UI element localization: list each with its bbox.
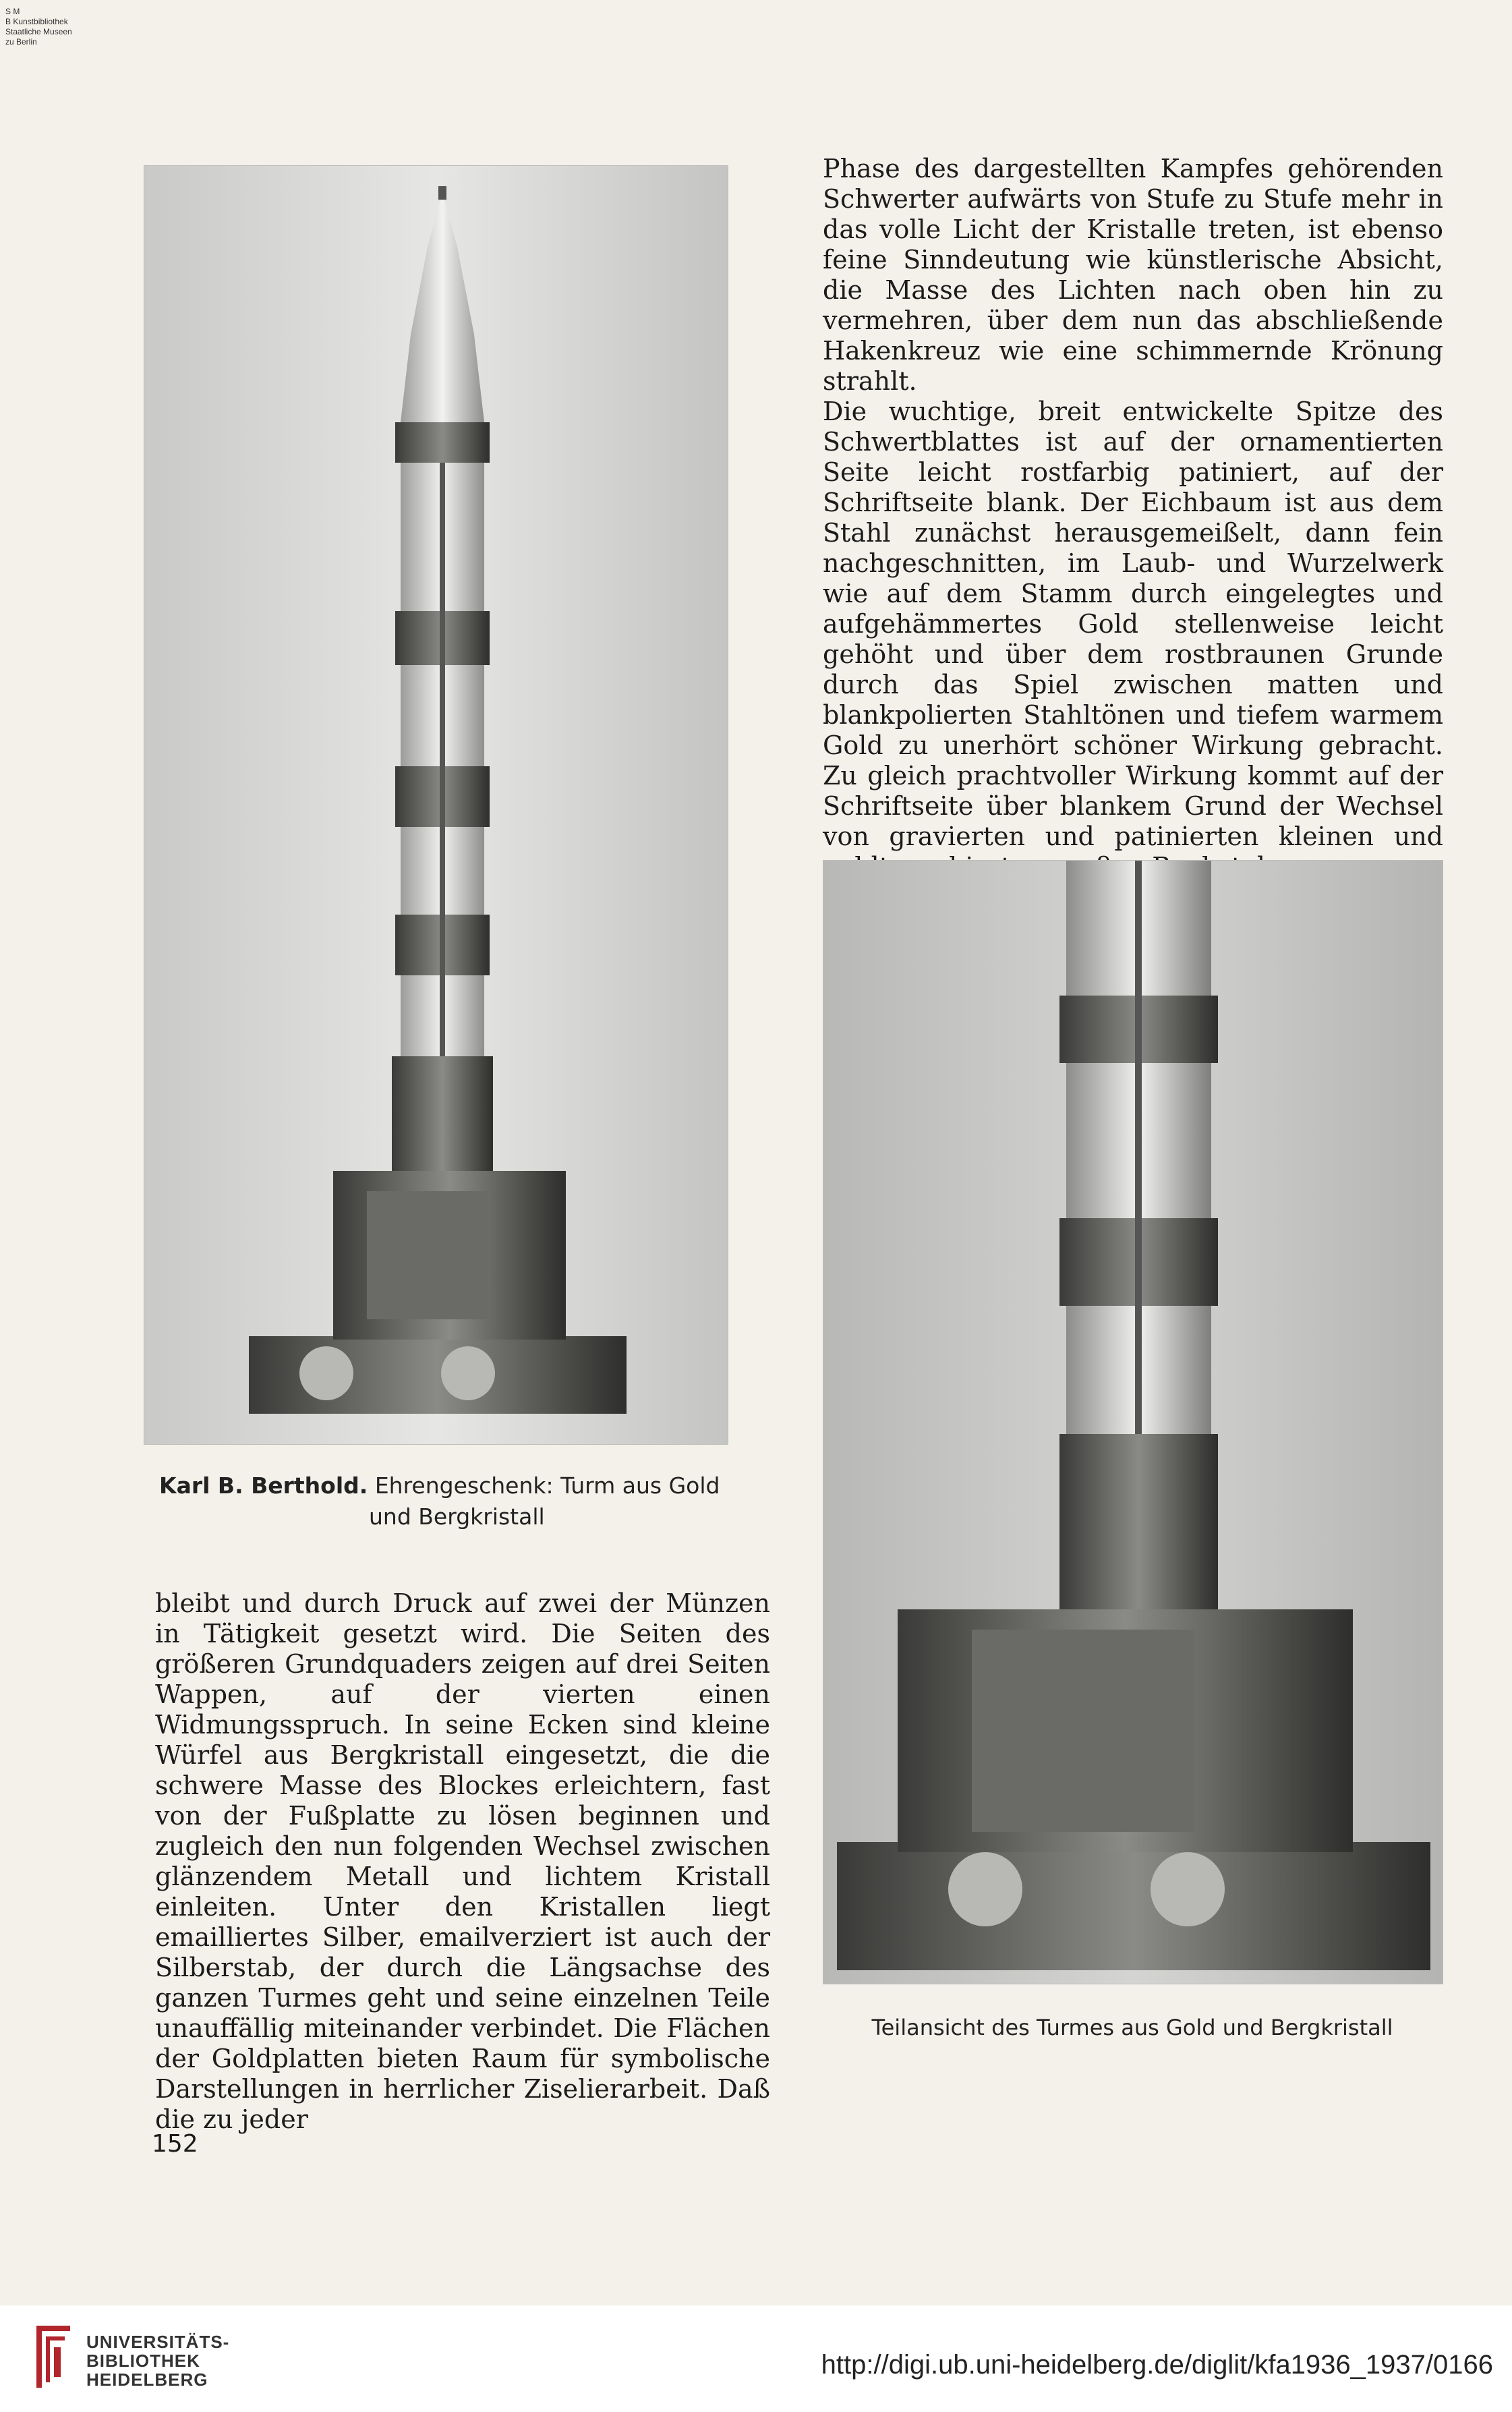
left-column-text <box>155 1588 770 2135</box>
stamp-line: S M <box>5 7 20 16</box>
uni-line: HEIDELBERG <box>86 2370 208 2390</box>
caption-line: und Bergkristall <box>369 1503 545 1530</box>
paragraph: bleibt und durch Druck auf zwei der Münzen in Tätigkeit gesetzt wird. Die Seiten des größeren Grundquaders zeigen auf drei Seiten Wappen, auf der vierten einen Widmungsspruch. In seine Ecken sind kleine Würfel aus Bergkristall eingesetzt, die die schwere Masse des Blockes erleichtern, fast von der Fußplatte zu lösen beginnen und zugleich den nun folgenden Wechsel zwischen glänzendem Metall und lichtem Kristall einleiten. Unter den Kristallen liegt emailliertes Silber, emailverziert ist auch der Silberstab, der durch die Längsachse des ganzen Turmes geht und seine einzelnen Teile unauffällig miteinander verbindet. Die Flächen der Goldplatten bieten Raum für symbolische Darstellungen in herrlicher Ziselierarbeit. Daß die zu jeder <box>155 1588 770 2134</box>
caption-line: Ehrengeschenk: Turm aus Gold <box>374 1472 720 1499</box>
tower-illustration <box>144 166 728 1444</box>
tower-photo <box>144 165 728 1445</box>
paragraph: Die wuchtige, breit entwickelte Spitze des Schwertblattes ist auf der ornamentierten Seite leicht rostfarbig patiniert, auf der Schriftseite blank. Der Eichbaum ist aus dem Stahl zunächst herausgemeißelt, dann fein nachgeschnitten, im Laub- und Wurzelwerk wie auf dem Stamm durch eingelegtes und aufgehämmertes Gold stellenweise leicht gehöht und über dem rostbraunen Grunde durch das Spiel zwischen matten und blankpolierten Stahltönen und tiefem warmem Gold zu unerhört schöner Wirkung gebracht. Zu gleich prachtvoller Wirkung kommt auf der Schriftseite über blankem Grund der Wechsel von gravierten und patinierten kleinen und <box>823 397 1443 851</box>
stamp-line: zu Berlin <box>5 37 37 47</box>
uni-line: UNIVERSITÄTS- <box>86 2332 230 2352</box>
tower-detail-illustration <box>823 861 1443 1984</box>
stamp-line: B Kunstbibliothek <box>5 17 68 26</box>
caption-author: Karl B. Berthold. <box>159 1472 368 1499</box>
figure2-caption <box>823 2012 1442 2043</box>
university-logo-icon <box>23 2319 77 2394</box>
paragraph: Phase des dargestellten Kampfes gehörenden Schwerter aufwärts von Stufe zu Stufe mehr in das volle Licht der Kristalle treten, ist ebenso feine Sinndeutung wie künstlerische Absicht, die Masse des Lichten nach oben hin zu vermehren, über dem nun das abschließende Hakenkreuz wie eine schimmernde Krönung strahlt. <box>823 154 1443 396</box>
right-column-text <box>823 154 1443 882</box>
stamp-line: Staatliche Museen <box>5 27 72 36</box>
library-stamp <box>5 7 72 47</box>
source-url[interactable]: http://digi.ub.uni-heidelberg.de/diglit/kfa1936_1937/0166 <box>821 2350 1493 2380</box>
caption-line: Teilansicht des Turmes aus Gold und Bergkristall <box>871 2015 1393 2040</box>
university-name <box>86 2332 229 2389</box>
figure1-caption <box>159 1470 766 1532</box>
uni-line: BIBLIOTHEK <box>86 2351 200 2371</box>
tower-detail-photo <box>823 860 1443 1984</box>
page-number: 152 <box>152 2130 198 2158</box>
